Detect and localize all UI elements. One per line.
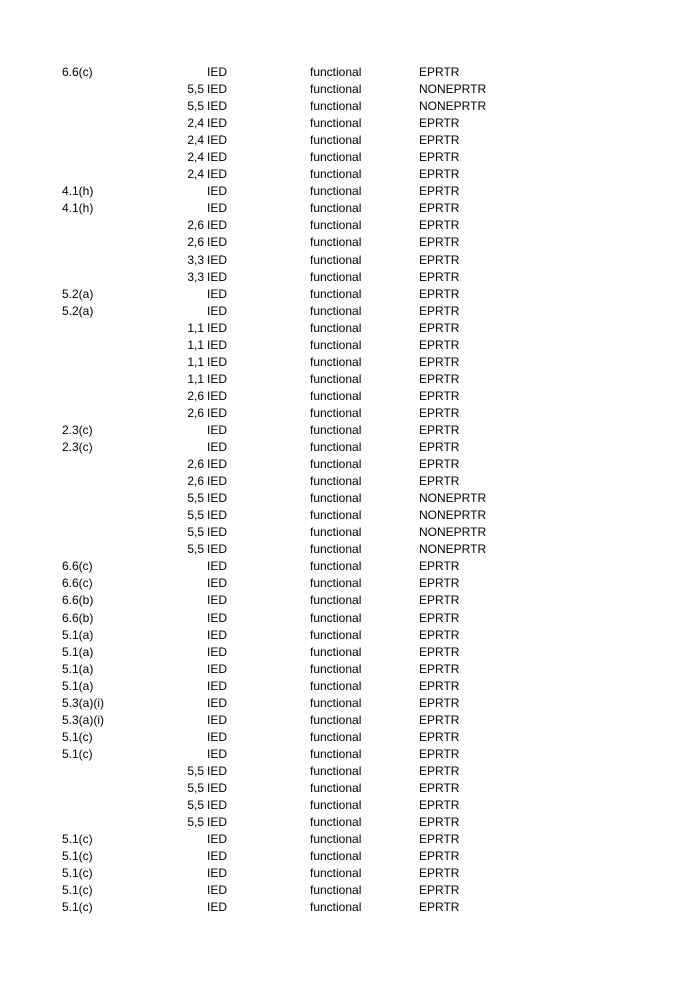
directive-cell: IED	[207, 798, 228, 813]
table-row	[0, 712, 700, 729]
register-cell: EPRTR	[419, 576, 460, 591]
type-cell: functional	[310, 866, 362, 881]
type-cell: functional	[310, 542, 362, 557]
activity-code-cell: 5.1(a)	[62, 627, 94, 642]
directive-cell: IED	[207, 167, 228, 182]
table-row	[0, 661, 700, 678]
directive-cell: IED	[207, 303, 228, 318]
directive-cell: IED	[207, 815, 228, 830]
numeric-value-cell: 1,1	[187, 354, 204, 369]
register-cell: EPRTR	[419, 422, 460, 437]
table-row	[0, 422, 700, 439]
type-cell: functional	[310, 184, 362, 199]
type-cell: functional	[310, 201, 362, 216]
directive-cell: IED	[207, 235, 228, 250]
type-cell: functional	[310, 576, 362, 591]
register-cell: EPRTR	[419, 354, 460, 369]
table-row	[0, 746, 700, 763]
register-cell: EPRTR	[419, 235, 460, 250]
register-cell: EPRTR	[419, 133, 460, 148]
directive-cell: IED	[207, 491, 228, 506]
table-row	[0, 115, 700, 132]
numeric-value-cell: 3,3	[187, 252, 204, 267]
type-cell: functional	[310, 508, 362, 523]
activity-code-cell: 5.3(a)(i)	[62, 695, 105, 710]
directive-cell: IED	[207, 201, 228, 216]
numeric-value-cell: 2,4	[187, 116, 204, 131]
directive-cell: IED	[207, 849, 228, 864]
numeric-value-cell: 2,6	[187, 457, 204, 472]
register-cell: EPRTR	[419, 388, 460, 403]
table-row	[0, 627, 700, 644]
directive-cell: IED	[207, 116, 228, 131]
table-row	[0, 763, 700, 780]
type-cell: functional	[310, 610, 362, 625]
table-row	[0, 575, 700, 592]
numeric-value-cell: 3,3	[187, 269, 204, 284]
table-row	[0, 303, 700, 320]
register-cell: EPRTR	[419, 371, 460, 386]
register-cell: EPRTR	[419, 763, 460, 778]
numeric-value-cell: 2,6	[187, 405, 204, 420]
activity-code-cell: 6.6(b)	[62, 610, 94, 625]
type-cell: functional	[310, 405, 362, 420]
activity-code-cell: 5.1(a)	[62, 678, 94, 693]
table-row	[0, 98, 700, 115]
directive-cell: IED	[207, 559, 228, 574]
directive-cell: IED	[207, 422, 228, 437]
type-cell: functional	[310, 320, 362, 335]
register-cell: EPRTR	[419, 593, 460, 608]
numeric-value-cell: 5,5	[187, 815, 204, 830]
numeric-value-cell: 5,5	[187, 542, 204, 557]
table-row	[0, 831, 700, 848]
data-table	[0, 64, 700, 916]
register-cell: EPRTR	[419, 474, 460, 489]
type-cell: functional	[310, 371, 362, 386]
register-cell: EPRTR	[419, 832, 460, 847]
type-cell: functional	[310, 763, 362, 778]
type-cell: functional	[310, 99, 362, 114]
directive-cell: IED	[207, 218, 228, 233]
type-cell: functional	[310, 780, 362, 795]
register-cell: EPRTR	[419, 780, 460, 795]
register-cell: EPRTR	[419, 440, 460, 455]
numeric-value-cell: 5,5	[187, 491, 204, 506]
numeric-value-cell: 1,1	[187, 371, 204, 386]
table-row	[0, 644, 700, 661]
numeric-value-cell: 1,1	[187, 320, 204, 335]
register-cell: EPRTR	[419, 729, 460, 744]
directive-cell: IED	[207, 354, 228, 369]
type-cell: functional	[310, 269, 362, 284]
table-row	[0, 217, 700, 234]
directive-cell: IED	[207, 695, 228, 710]
directive-cell: IED	[207, 474, 228, 489]
type-cell: functional	[310, 849, 362, 864]
activity-code-cell: 5.1(a)	[62, 661, 94, 676]
table-row	[0, 439, 700, 456]
table-row	[0, 286, 700, 303]
type-cell: functional	[310, 82, 362, 97]
type-cell: functional	[310, 218, 362, 233]
register-cell: EPRTR	[419, 815, 460, 830]
activity-code-cell: 5.1(c)	[62, 900, 93, 915]
directive-cell: IED	[207, 99, 228, 114]
activity-code-cell: 5.2(a)	[62, 286, 94, 301]
directive-cell: IED	[207, 763, 228, 778]
register-cell: EPRTR	[419, 337, 460, 352]
table-row	[0, 183, 700, 200]
directive-cell: IED	[207, 866, 228, 881]
register-cell: EPRTR	[419, 695, 460, 710]
activity-code-cell: 2.3(c)	[62, 440, 93, 455]
register-cell: EPRTR	[419, 644, 460, 659]
directive-cell: IED	[207, 371, 228, 386]
register-cell: EPRTR	[419, 661, 460, 676]
directive-cell: IED	[207, 508, 228, 523]
directive-cell: IED	[207, 900, 228, 915]
directive-cell: IED	[207, 593, 228, 608]
table-row	[0, 354, 700, 371]
register-cell: NONEPRTR	[419, 491, 487, 506]
register-cell: EPRTR	[419, 184, 460, 199]
type-cell: functional	[310, 644, 362, 659]
register-cell: NONEPRTR	[419, 508, 487, 523]
directive-cell: IED	[207, 65, 228, 79]
type-cell: functional	[310, 474, 362, 489]
table-row	[0, 81, 700, 98]
type-cell: functional	[310, 150, 362, 165]
activity-code-cell: 5.1(a)	[62, 644, 94, 659]
table-row	[0, 132, 700, 149]
table-row	[0, 252, 700, 269]
register-cell: EPRTR	[419, 65, 460, 79]
numeric-value-cell: 2,6	[187, 474, 204, 489]
directive-cell: IED	[207, 440, 228, 455]
table-row	[0, 388, 700, 405]
table-row	[0, 269, 700, 286]
table-row	[0, 490, 700, 507]
type-cell: functional	[310, 133, 362, 148]
activity-code-cell: 5.1(c)	[62, 866, 93, 881]
type-cell: functional	[310, 388, 362, 403]
type-cell: functional	[310, 303, 362, 318]
register-cell: EPRTR	[419, 627, 460, 642]
type-cell: functional	[310, 661, 362, 676]
numeric-value-cell: 1,1	[187, 337, 204, 352]
register-cell: NONEPRTR	[419, 542, 487, 557]
type-cell: functional	[310, 627, 362, 642]
register-cell: EPRTR	[419, 866, 460, 881]
table-row	[0, 166, 700, 183]
activity-code-cell: 5.1(c)	[62, 729, 93, 744]
numeric-value-cell: 2,6	[187, 235, 204, 250]
directive-cell: IED	[207, 269, 228, 284]
numeric-value-cell: 5,5	[187, 508, 204, 523]
type-cell: functional	[310, 746, 362, 761]
numeric-value-cell: 5,5	[187, 763, 204, 778]
activity-code-cell: 5.3(a)(i)	[62, 712, 105, 727]
register-cell: EPRTR	[419, 320, 460, 335]
type-cell: functional	[310, 559, 362, 574]
directive-cell: IED	[207, 627, 228, 642]
numeric-value-cell: 2,4	[187, 150, 204, 165]
numeric-value-cell: 5,5	[187, 99, 204, 114]
register-cell: EPRTR	[419, 405, 460, 420]
table-row	[0, 320, 700, 337]
register-cell: EPRTR	[419, 269, 460, 284]
type-cell: functional	[310, 167, 362, 182]
directive-cell: IED	[207, 780, 228, 795]
directive-cell: IED	[207, 610, 228, 625]
numeric-value-cell: 2,4	[187, 167, 204, 182]
numeric-value-cell: 5,5	[187, 525, 204, 540]
type-cell: functional	[310, 491, 362, 506]
table-row	[0, 899, 700, 916]
activity-code-cell: 6.6(c)	[62, 65, 93, 79]
register-cell: NONEPRTR	[419, 82, 487, 97]
numeric-value-cell: 5,5	[187, 780, 204, 795]
directive-cell: IED	[207, 712, 228, 727]
table-row	[0, 337, 700, 354]
register-cell: EPRTR	[419, 457, 460, 472]
table-row	[0, 780, 700, 797]
directive-cell: IED	[207, 457, 228, 472]
type-cell: functional	[310, 593, 362, 608]
register-cell: EPRTR	[419, 167, 460, 182]
table-row	[0, 64, 700, 81]
directive-cell: IED	[207, 320, 228, 335]
activity-code-cell: 5.2(a)	[62, 303, 94, 318]
type-cell: functional	[310, 116, 362, 131]
table-row	[0, 405, 700, 422]
register-cell: EPRTR	[419, 849, 460, 864]
register-cell: EPRTR	[419, 116, 460, 131]
table-row	[0, 507, 700, 524]
directive-cell: IED	[207, 184, 228, 199]
table-row	[0, 678, 700, 695]
type-cell: functional	[310, 422, 362, 437]
type-cell: functional	[310, 712, 362, 727]
register-cell: NONEPRTR	[419, 99, 487, 114]
table-row	[0, 473, 700, 490]
numeric-value-cell: 5,5	[187, 82, 204, 97]
type-cell: functional	[310, 883, 362, 898]
activity-code-cell: 5.1(c)	[62, 849, 93, 864]
register-cell: EPRTR	[419, 218, 460, 233]
type-cell: functional	[310, 678, 362, 693]
directive-cell: IED	[207, 388, 228, 403]
numeric-value-cell: 2,6	[187, 218, 204, 233]
type-cell: functional	[310, 235, 362, 250]
type-cell: functional	[310, 337, 362, 352]
register-cell: EPRTR	[419, 252, 460, 267]
directive-cell: IED	[207, 661, 228, 676]
activity-code-cell: 6.6(b)	[62, 593, 94, 608]
numeric-value-cell: 5,5	[187, 798, 204, 813]
directive-cell: IED	[207, 82, 228, 97]
directive-cell: IED	[207, 286, 228, 301]
directive-cell: IED	[207, 678, 228, 693]
table-row	[0, 558, 700, 575]
register-cell: EPRTR	[419, 610, 460, 625]
directive-cell: IED	[207, 746, 228, 761]
register-cell: EPRTR	[419, 798, 460, 813]
type-cell: functional	[310, 525, 362, 540]
type-cell: functional	[310, 832, 362, 847]
register-cell: EPRTR	[419, 678, 460, 693]
type-cell: functional	[310, 252, 362, 267]
activity-code-cell: 5.1(c)	[62, 832, 93, 847]
register-cell: EPRTR	[419, 150, 460, 165]
activity-code-cell: 4.1(h)	[62, 201, 94, 216]
type-cell: functional	[310, 286, 362, 301]
directive-cell: IED	[207, 133, 228, 148]
directive-cell: IED	[207, 832, 228, 847]
table-row	[0, 695, 700, 712]
directive-cell: IED	[207, 252, 228, 267]
table-row	[0, 371, 700, 388]
register-cell: EPRTR	[419, 712, 460, 727]
activity-code-cell: 2.3(c)	[62, 422, 93, 437]
table-row	[0, 797, 700, 814]
type-cell: functional	[310, 815, 362, 830]
table-row	[0, 149, 700, 166]
table-row	[0, 541, 700, 558]
register-cell: EPRTR	[419, 303, 460, 318]
directive-cell: IED	[207, 525, 228, 540]
table-row	[0, 456, 700, 473]
activity-code-cell: 5.1(c)	[62, 883, 93, 898]
activity-code-cell: 4.1(h)	[62, 184, 94, 199]
register-cell: EPRTR	[419, 746, 460, 761]
table-row	[0, 848, 700, 865]
directive-cell: IED	[207, 729, 228, 744]
type-cell: functional	[310, 729, 362, 744]
type-cell: functional	[310, 440, 362, 455]
table-row	[0, 524, 700, 541]
table-row	[0, 865, 700, 882]
directive-cell: IED	[207, 542, 228, 557]
type-cell: functional	[310, 695, 362, 710]
table-row	[0, 882, 700, 899]
register-cell: EPRTR	[419, 559, 460, 574]
directive-cell: IED	[207, 576, 228, 591]
table-row	[0, 610, 700, 627]
activity-code-cell: 6.6(c)	[62, 576, 93, 591]
register-cell: EPRTR	[419, 883, 460, 898]
table-row	[0, 814, 700, 831]
activity-code-cell: 5.1(c)	[62, 746, 93, 761]
numeric-value-cell: 2,6	[187, 388, 204, 403]
numeric-value-cell: 2,4	[187, 133, 204, 148]
register-cell: EPRTR	[419, 286, 460, 301]
type-cell: functional	[310, 798, 362, 813]
directive-cell: IED	[207, 883, 228, 898]
register-cell: NONEPRTR	[419, 525, 487, 540]
register-cell: EPRTR	[419, 900, 460, 915]
table-row	[0, 592, 700, 609]
type-cell: functional	[310, 65, 362, 79]
type-cell: functional	[310, 457, 362, 472]
directive-cell: IED	[207, 337, 228, 352]
table-row	[0, 729, 700, 746]
directive-cell: IED	[207, 150, 228, 165]
table-row	[0, 200, 700, 217]
type-cell: functional	[310, 900, 362, 915]
directive-cell: IED	[207, 644, 228, 659]
directive-cell: IED	[207, 405, 228, 420]
register-cell: EPRTR	[419, 201, 460, 216]
activity-code-cell: 6.6(c)	[62, 559, 93, 574]
type-cell: functional	[310, 354, 362, 369]
table-row	[0, 234, 700, 251]
